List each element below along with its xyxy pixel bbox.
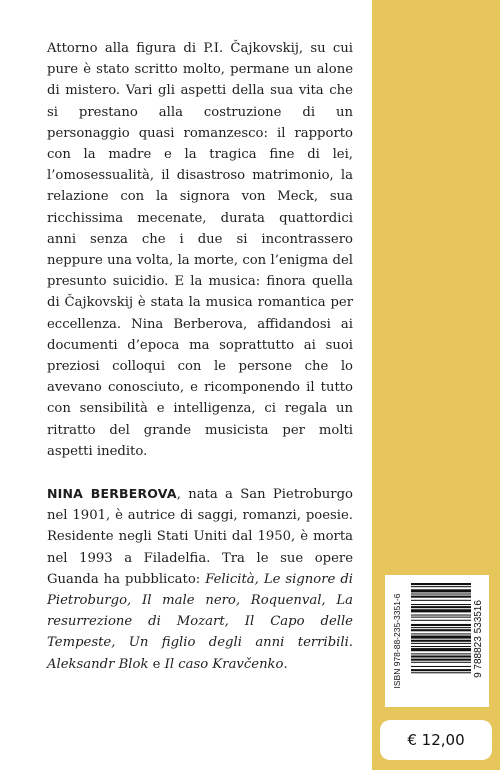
barcode-bar [411, 583, 471, 585]
barcode-digits: 9 788823 533516 [473, 600, 484, 678]
barcode-bar [411, 648, 471, 651]
bio-text: , nata a San Pietroburgo nel 1901, è autrice di saggi, romanzi, poesie. Residente negli Stati Uniti dal 1950, è morta nel 1993 a Filadelfia. Tra le sue opere Guanda ha pubblicato: [47, 487, 353, 587]
barcode-bar [411, 666, 471, 667]
barcode-bar [411, 640, 471, 642]
barcode-bar [411, 604, 471, 605]
bio-conjunction: e [148, 656, 165, 672]
barcode-bar [411, 669, 471, 671]
barcode-bar [411, 653, 471, 654]
bio-titles-2: Il caso Kravčenko [164, 656, 284, 672]
isbn-label: ISBN 978-88-235-3351-6 [392, 593, 402, 689]
barcode-bar [411, 627, 471, 628]
author-bio [47, 483, 353, 675]
barcode-bar [411, 659, 471, 661]
barcode-graphic [385, 575, 489, 707]
barcode-bar [411, 594, 471, 595]
barcode-bar [411, 615, 471, 616]
barcode-bar [411, 662, 471, 663]
blurb-paragraph: Attorno alla figura di P.I. Čajkovskij, su cui pure è stato scritto molto, permane un alone di mistero. Vari gli aspetti della sua vita che si prestano alla costruzione di un personaggio quasi romanzesco: il rapporto con la madre e la tragica fine di lei, l’omosessualità, il disastroso matrimonio, la relazione con la signora von Meck, sua ricchissima mecenate, durata quattordici anni senza che i due si incontrassero neppure una volta, la morte, con l’enigma del presunto suicidio. E la musica: finora quella di Čajkovskij è stata la musica romantica per eccellenza. Nina Berberova, affidandosi ai documenti d’epoca ma soprattutto ai suoi preziosi colloqui con le persone che lo avevano conosciuto, e ricomponendo il tutto con sensibilità e intelligenza, ci regala un ritratto del grande musicista per molti aspetti inedito. [47, 41, 353, 459]
barcode-bar [411, 586, 471, 587]
barcode-bar [411, 643, 471, 644]
barcode-bar [411, 636, 471, 639]
barcode-bar [411, 589, 471, 592]
barcode-panel [385, 575, 489, 707]
bio-end: . [283, 656, 288, 672]
barcode-bar [411, 672, 471, 673]
barcode-bar [411, 633, 471, 634]
barcode-bar [411, 617, 471, 618]
barcode-bar [411, 606, 471, 608]
author-name: NINA BERBEROVA [47, 486, 177, 502]
barcode-bars [411, 583, 471, 673]
barcode-bar [411, 629, 471, 631]
barcode-bar [411, 624, 471, 626]
bio-titles-1: Felicità, Le signore di Pietroburgo, Il male nero, Roquenval, La resurrezione di Mozart, Il Capo delle Tempeste, Un figlio degli anni terribili. Aleksandr Blok [47, 571, 353, 672]
price-label [380, 720, 492, 760]
barcode-bar [411, 596, 471, 598]
barcode-bar [411, 655, 471, 657]
back-cover-text [47, 38, 353, 675]
price-text: € 12,00 [407, 731, 465, 749]
barcode-bar [411, 609, 471, 612]
barcode-bar [411, 620, 471, 621]
barcode-bar [411, 600, 471, 601]
barcode-bar [411, 646, 471, 647]
